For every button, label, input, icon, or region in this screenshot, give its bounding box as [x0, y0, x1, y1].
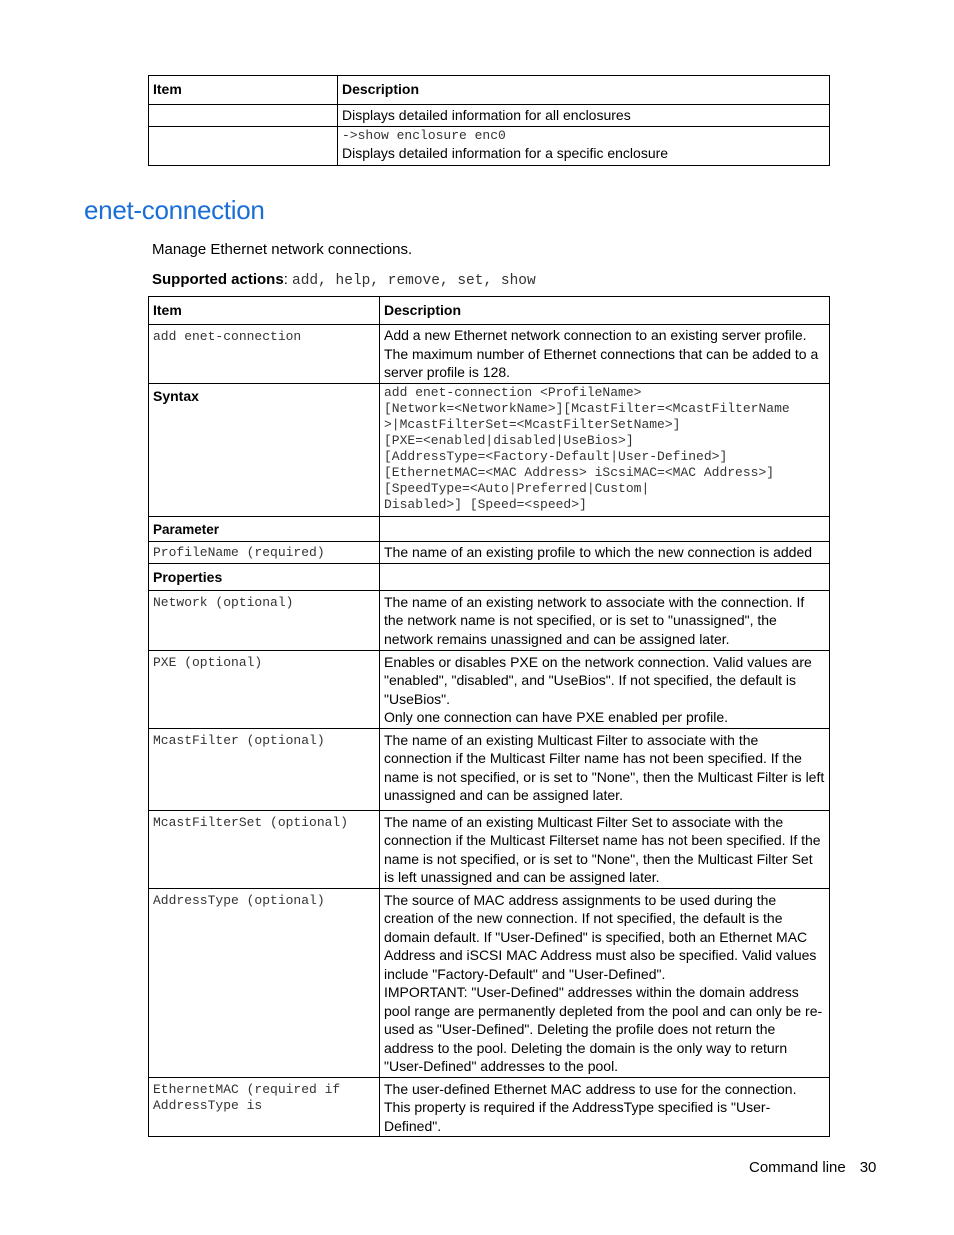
table-row — [149, 810, 830, 888]
description-cell: The name of an existing Multicast Filter to associate with the connection if the Multicast Filter name has not been specified. If the name is not specified, or is set to "None", then the Multicast Filter is left unassigned and can be assigned later. — [380, 728, 830, 810]
table-row — [149, 517, 830, 542]
item-cell — [149, 105, 338, 127]
description-paragraph: Enables or disables PXE on the network connection. Valid values are "enabled", "disabled", and "UseBios". If not specified, the default is "UseBios". — [384, 653, 812, 707]
table-row — [149, 650, 830, 728]
item-cell: PXE (optional) — [149, 650, 380, 728]
description-cell — [380, 650, 830, 728]
table-row — [149, 105, 830, 127]
actions-separator: : — [283, 271, 293, 288]
table-row — [149, 127, 830, 166]
syntax-line: [EthernetMAC=<MAC Address> iScsiMAC=<MAC Address>] — [384, 465, 775, 480]
description-cell: Displays detailed information for all enclosures — [338, 105, 830, 127]
header-description: Description — [380, 297, 830, 325]
syntax-label: Syntax — [149, 384, 380, 517]
description-cell: The name of an existing Multicast Filter Set to associate with the connection if the Multicast Filterset name has not been specified. If the name is not specified, or is set to "None", then the Multicast Filter Set is left unassigned and can be assigned later. — [380, 810, 830, 888]
header-item: Item — [149, 76, 338, 105]
table-row — [149, 1077, 830, 1137]
table-row — [149, 325, 830, 384]
description-paragraph: The source of MAC address assignments to be used during the creation of the new connection. If not specified, the default is the domain default. If "User-Defined" is specified, both an Ethernet MAC Address and iSCSI MAC Address must also be specified. Valid values include "Factory-Default" and "User-Defined". — [384, 891, 817, 982]
section-intro: Manage Ethernet network connections. — [152, 241, 413, 258]
description-cell — [380, 888, 830, 1077]
item-cell: AddressType (optional) — [149, 888, 380, 1077]
syntax-line: [PXE=<enabled|disabled|UseBios>] — [384, 433, 634, 448]
enet-connection-table — [148, 296, 830, 1137]
table-row — [149, 563, 830, 590]
table-row — [149, 728, 830, 810]
code-description: Displays detailed information for a specific enclosure — [342, 145, 669, 161]
item-cell — [149, 127, 338, 166]
syntax-line: [Network=<NetworkName>][McastFilter=<McastFilterName — [384, 401, 790, 416]
table-row — [149, 888, 830, 1077]
code-example: ->show enclosure enc0 — [342, 128, 506, 143]
syntax-line: [SpeedType=<Auto|Preferred|Custom| — [384, 481, 650, 496]
description-cell — [338, 127, 830, 166]
page-number: 30 — [859, 1159, 877, 1176]
actions-label: Supported actions — [152, 271, 284, 288]
enclosure-table — [148, 75, 830, 166]
empty-cell — [380, 517, 830, 542]
header-item: Item — [149, 297, 380, 325]
item-cell: McastFilter (optional) — [149, 728, 380, 810]
item-cell: ProfileName (required) — [149, 541, 380, 563]
description-cell: Add a new Ethernet network connection to an existing server profile. The maximum number of Ethernet connections that can be added to a server profile is 128. — [380, 325, 830, 384]
description-paragraph: Only one connection can have PXE enabled per profile. — [384, 709, 729, 725]
syntax-line: Disabled>] [Speed=<speed>] — [384, 497, 587, 512]
empty-cell — [380, 563, 830, 590]
description-cell: The user-defined Ethernet MAC address to use for the connection. This property is required if the AddressType specified is "User-Defined". — [380, 1077, 830, 1137]
syntax-line: [AddressType=<Factory-Default|User-Defined>] — [384, 449, 728, 464]
item-cell: McastFilterSet (optional) — [149, 810, 380, 888]
table-row — [149, 384, 830, 517]
item-cell: Network (optional) — [149, 590, 380, 650]
item-cell: add enet-connection — [149, 325, 380, 384]
page-footer — [749, 1159, 876, 1176]
syntax-line: >|McastFilterSet=<McastFilterSetName>] — [384, 417, 681, 432]
properties-label: Properties — [149, 563, 380, 590]
section-title: enet-connection — [84, 195, 265, 225]
syntax-cell — [380, 384, 830, 517]
supported-actions — [152, 271, 536, 289]
description-cell: The name of an existing network to associate with the connection. If the network name is not specified, or is set to "unassigned", the network remains unassigned and can be assigned later. — [380, 590, 830, 650]
item-cell: EthernetMAC (required if AddressType is — [149, 1077, 380, 1137]
table-row — [149, 541, 830, 563]
syntax-line: add enet-connection <ProfileName> — [384, 385, 642, 400]
actions-list: add, help, remove, set, show — [292, 273, 536, 289]
table-row — [149, 590, 830, 650]
description-cell: The name of an existing profile to which the new connection is added — [380, 541, 830, 563]
parameter-label: Parameter — [149, 517, 380, 542]
footer-label: Command line — [749, 1159, 846, 1176]
description-paragraph: IMPORTANT: "User-Defined" addresses within the domain address pool range are permanently depleted from the pool and can only be re-used as "User-Defined". Deleting the profile does not return the address to the pool. Deleting the domain is the only way to return "User-Defined" addresses to the pool. — [384, 984, 823, 1074]
header-description: Description — [338, 76, 830, 105]
